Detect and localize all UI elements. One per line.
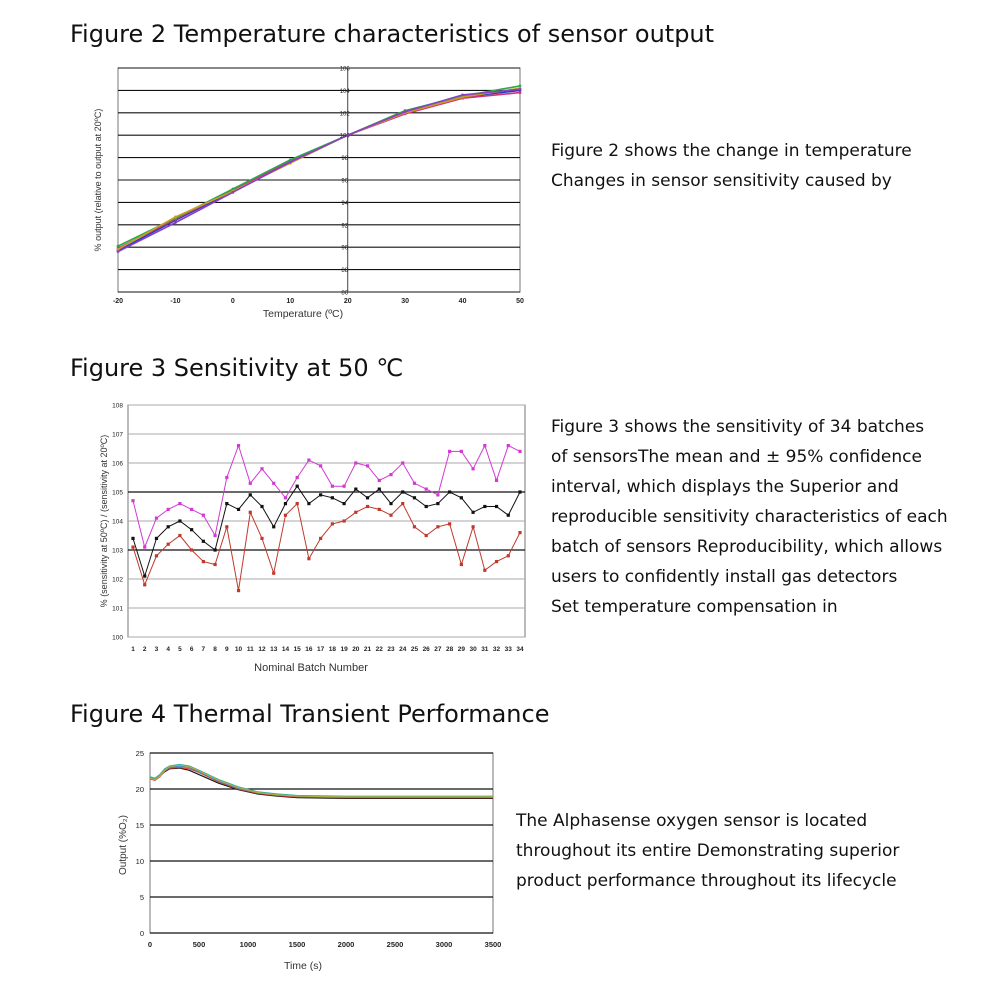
y-tick-label: 107 (112, 431, 123, 439)
x-tick-label: 15 (293, 646, 301, 653)
y-tick-label: 15 (135, 821, 144, 830)
data-point (117, 245, 120, 248)
data-point (167, 525, 170, 528)
data-point (519, 91, 522, 94)
y-tick-label: 100 (339, 133, 350, 140)
x-tick-label: 26 (422, 646, 430, 653)
data-point (413, 496, 416, 499)
data-point (190, 548, 193, 551)
sensitivity-chart (95, 395, 540, 680)
x-tick-label: 7 (201, 646, 206, 653)
x-tick-label: 6 (189, 646, 194, 653)
data-point (190, 528, 193, 531)
x-tick-label: 0 (230, 298, 235, 305)
data-point (519, 88, 522, 91)
data-point (401, 502, 404, 505)
x-tick-label: 25 (410, 646, 419, 653)
data-point (296, 502, 299, 505)
x-tick-label: 10 (286, 298, 295, 305)
figure-4-description-line: The Alphasense oxygen sensor is located (516, 811, 868, 831)
data-point (518, 490, 521, 493)
x-tick-label: 2 (142, 646, 147, 653)
y-tick-label: 98 (341, 156, 349, 163)
data-point (342, 519, 345, 522)
x-tick-label: 30 (401, 298, 410, 305)
data-point (307, 502, 310, 505)
temperature-characteristics-chart (85, 62, 535, 327)
figure-3-description-line: users to confidently install gas detectors (551, 567, 898, 587)
x-axis-label: Temperature (ºC) (262, 308, 344, 320)
data-point (289, 161, 292, 164)
data-point (213, 548, 216, 551)
data-point (507, 514, 510, 517)
data-point (425, 534, 428, 537)
x-tick-label: 14 (281, 646, 290, 653)
figure-4-heading: Figure 4 Thermal Transient Performance (70, 700, 550, 728)
x-axis-label: Time (s) (283, 960, 323, 972)
data-point (495, 505, 498, 508)
data-point (460, 450, 463, 453)
figure-4-description-line: product performance throughout its lifecycle (516, 871, 897, 891)
data-point (249, 482, 252, 485)
data-point (354, 461, 357, 464)
data-point (260, 537, 263, 540)
x-tick-label: 50 (516, 298, 524, 305)
y-tick-label: 106 (339, 66, 350, 73)
data-point (401, 490, 404, 493)
data-point (342, 502, 345, 505)
data-point (471, 525, 474, 528)
data-point (378, 479, 381, 482)
data-point (483, 444, 486, 447)
data-point (331, 496, 334, 499)
data-point (131, 499, 134, 502)
data-point (413, 482, 416, 485)
data-point (518, 531, 521, 534)
data-point (167, 543, 170, 546)
x-tick-label: 19 (340, 646, 348, 653)
x-tick-label: 11 (246, 646, 254, 653)
data-point (225, 502, 228, 505)
data-point (461, 93, 464, 96)
y-tick-label: 90 (341, 245, 349, 252)
data-point (460, 563, 463, 566)
data-point (307, 459, 310, 462)
data-point (167, 508, 170, 511)
x-tick-label: 1 (131, 646, 135, 653)
data-point (178, 519, 181, 522)
plot-area (150, 753, 493, 933)
x-tick-label: 27 (434, 646, 442, 653)
data-point (284, 502, 287, 505)
data-point (413, 525, 416, 528)
x-tick-label: 16 (305, 646, 313, 653)
x-tick-label: 24 (399, 646, 407, 653)
x-tick-label: 3500 (484, 940, 502, 949)
data-point (366, 464, 369, 467)
data-point (495, 560, 498, 563)
y-tick-label: 10 (135, 857, 144, 866)
data-point (237, 508, 240, 511)
x-tick-label: 500 (192, 940, 206, 949)
data-point (225, 476, 228, 479)
y-tick-label: 101 (112, 605, 123, 613)
figure-3-description-line: of sensorsThe mean and ± 95% confidence (551, 447, 922, 467)
x-tick-label: 0 (147, 940, 153, 949)
y-tick-label: 94 (341, 200, 349, 207)
data-point (389, 502, 392, 505)
y-tick-label: 103 (112, 547, 123, 555)
data-point (296, 485, 299, 488)
y-tick-label: 96 (341, 178, 349, 185)
data-point (178, 534, 181, 537)
x-tick-label: 20 (352, 646, 360, 653)
data-point (225, 525, 228, 528)
data-point (190, 508, 193, 511)
x-tick-label: 13 (270, 646, 278, 653)
data-point (401, 461, 404, 464)
y-tick-label: 0 (139, 929, 144, 938)
x-tick-label: 10 (234, 646, 243, 653)
y-tick-label: 102 (339, 111, 350, 118)
y-tick-label: 20 (135, 785, 144, 794)
figure-2-heading: Figure 2 Temperature characteristics of sensor output (70, 20, 715, 48)
data-point (319, 464, 322, 467)
figure-2-description (551, 136, 971, 196)
y-tick-label: 105 (112, 489, 123, 497)
x-tick-label: 9 (225, 646, 229, 653)
y-tick-label: 108 (112, 402, 123, 410)
x-tick-label: 8 (213, 646, 217, 653)
x-tick-label: -20 (112, 298, 124, 305)
data-point (319, 493, 322, 496)
x-tick-label: 2500 (386, 940, 404, 949)
data-point (366, 505, 369, 508)
figure-4-description (516, 806, 936, 896)
data-point (507, 554, 510, 557)
data-point (331, 485, 334, 488)
figure-3-description-line: Set temperature compensation in (551, 597, 838, 617)
data-point (249, 493, 252, 496)
data-point (155, 517, 158, 520)
data-point (331, 522, 334, 525)
y-axis-label: Output (%O₂) (118, 814, 129, 876)
data-point (378, 488, 381, 491)
data-point (272, 525, 275, 528)
y-tick-label: 100 (112, 634, 123, 642)
x-tick-label: 3000 (435, 940, 453, 949)
figure-3-heading: Figure 3 Sensitivity at 50 ℃ (70, 354, 404, 382)
x-tick-label: 32 (492, 646, 501, 653)
figure-3-description-line: reproducible sensitivity characteristics of each (551, 507, 948, 527)
data-point (319, 537, 322, 540)
figure-3-description-line: interval, which displays the Superior and (551, 477, 899, 497)
data-point (155, 537, 158, 540)
x-tick-label: 1000 (239, 940, 257, 949)
data-point (237, 589, 240, 592)
data-point (284, 496, 287, 499)
data-point (174, 216, 177, 219)
x-tick-label: 31 (481, 646, 489, 653)
data-point (518, 450, 521, 453)
data-point (272, 572, 275, 575)
data-point (155, 554, 158, 557)
x-tick-label: 33 (504, 646, 512, 653)
x-tick-label: 18 (328, 646, 336, 653)
figure-4-description-line: throughout its entire Demonstrating superior (516, 841, 900, 861)
data-point (483, 569, 486, 572)
data-point (436, 525, 439, 528)
data-point (117, 250, 120, 253)
data-point (143, 575, 146, 578)
data-point (284, 514, 287, 517)
data-point (354, 511, 357, 514)
x-tick-label: 30 (469, 646, 477, 653)
x-tick-label: -10 (170, 298, 181, 305)
y-tick-label: 104 (339, 88, 350, 95)
x-tick-label: 3 (154, 646, 159, 653)
data-point (354, 488, 357, 491)
data-point (213, 563, 216, 566)
data-point (448, 522, 451, 525)
y-tick-label: 102 (112, 576, 123, 584)
x-tick-label: 1500 (288, 940, 306, 949)
data-point (231, 191, 234, 194)
figure-3-description (551, 412, 971, 622)
x-tick-label: 40 (458, 298, 467, 305)
x-tick-label: 20 (343, 298, 352, 305)
y-tick-label: 86 (341, 290, 349, 297)
y-tick-label: 104 (112, 518, 123, 526)
data-point (260, 505, 263, 508)
figure-2-description-line: Figure 2 shows the change in temperature (551, 141, 912, 161)
data-point (448, 490, 451, 493)
data-point (143, 546, 146, 549)
x-tick-label: 4 (166, 646, 170, 653)
x-tick-label: 2000 (337, 940, 355, 949)
x-tick-label: 12 (258, 646, 266, 653)
data-point (202, 514, 205, 517)
data-point (436, 502, 439, 505)
data-point (507, 444, 510, 447)
data-point (436, 493, 439, 496)
figure-3-description-line: Figure 3 shows the sensitivity of 34 batches (551, 417, 925, 437)
data-point (342, 485, 345, 488)
data-point (471, 467, 474, 470)
data-point (131, 537, 134, 540)
data-point (202, 560, 205, 563)
x-tick-label: 34 (516, 646, 524, 653)
data-point (495, 479, 498, 482)
x-tick-label: 17 (317, 646, 325, 653)
data-point (389, 514, 392, 517)
data-point (307, 557, 310, 560)
figure-2-description-line: Changes in sensor sensitivity caused by (551, 171, 892, 191)
x-tick-label: 28 (446, 646, 454, 653)
x-axis-label: Nominal Batch Number (254, 662, 368, 674)
y-axis-label: % output (relative to output at 20ºC) (93, 108, 103, 252)
thermal-transient-chart (108, 745, 508, 980)
data-point (378, 508, 381, 511)
data-point (425, 488, 428, 491)
figure-3-description-line: batch of sensors Reproducibility, which allows (551, 537, 943, 557)
y-axis-label: % (sensitivity at 50ºC) / (sensitivity at 20ºC) (99, 434, 109, 608)
x-tick-label: 22 (375, 646, 383, 653)
data-point (483, 505, 486, 508)
data-point (202, 540, 205, 543)
y-tick-label: 88 (341, 268, 349, 275)
data-point (237, 444, 240, 447)
data-point (296, 476, 299, 479)
y-tick-label: 25 (135, 749, 144, 758)
data-point (448, 450, 451, 453)
data-point (131, 546, 134, 549)
data-point (471, 511, 474, 514)
x-tick-label: 23 (387, 646, 395, 653)
data-point (174, 221, 177, 224)
data-point (178, 502, 181, 505)
data-point (460, 496, 463, 499)
y-tick-label: 106 (112, 460, 123, 468)
x-tick-label: 29 (457, 646, 465, 653)
data-point (366, 496, 369, 499)
data-point (249, 511, 252, 514)
data-point (425, 505, 428, 508)
data-point (389, 473, 392, 476)
x-tick-label: 5 (178, 646, 182, 653)
data-point (272, 482, 275, 485)
data-point (213, 534, 216, 537)
x-tick-label: 21 (363, 646, 372, 653)
y-tick-label: 92 (341, 223, 349, 230)
data-point (404, 110, 407, 113)
data-point (260, 467, 263, 470)
y-tick-label: 5 (139, 893, 144, 902)
data-point (143, 583, 146, 586)
